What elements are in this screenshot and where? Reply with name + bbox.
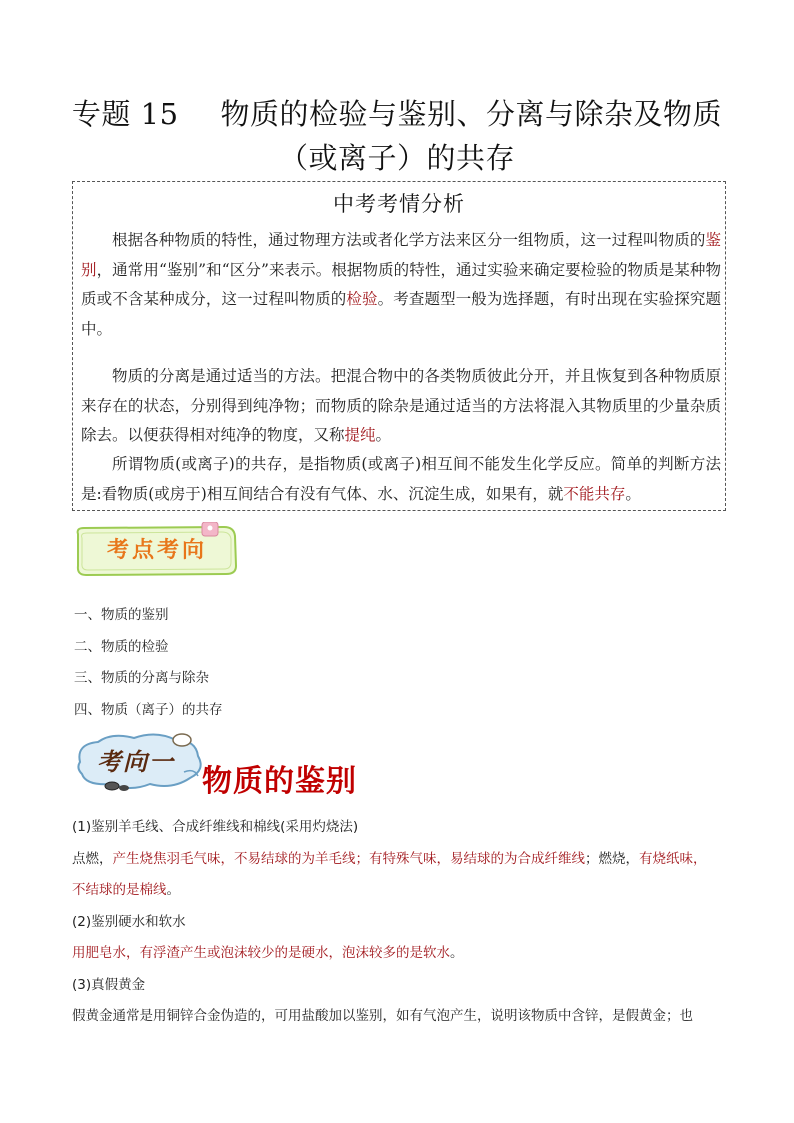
analysis-paragraph-1: 根据各种物质的特性，通过物理方法或者化学方法来区分一组物质，这一过程叫物质的鉴别，通常用“鉴别”和“区分”来表示。根据物质的特性，通过实验来确定要检验的物质是某种物质或不含某种成分，这一过程叫物质的检验。考查题型一般为选择题，有时出现在实验探究题中。 [81, 231, 721, 338]
term-purification: 提纯 [344, 426, 376, 444]
page-title [0, 92, 794, 180]
term-inspection: 检验 [346, 290, 378, 308]
exam-analysis-box [72, 181, 726, 511]
analysis-paragraph-3: 所谓物质(或离子)的共存，是指物质(或离子)相互间不能发生化学反应。简单的判断方法是:看物质(或房于)相互间结合有没有气体、水、沉淀生成，如果有，就不能共存。 [81, 455, 721, 503]
item3-body: 假黄金通常是用铜锌合金伪造的，可用盐酸加以鉴别，如有气泡产生，说明该物质中含锌，是假黄金；也 [72, 1008, 693, 1024]
section-title: 物质的鉴别 [202, 764, 357, 799]
analysis-heading: 中考考情分析 [333, 192, 465, 216]
topic-list [74, 600, 223, 726]
title-topic-number: 专题 15 [71, 97, 179, 131]
section-content [72, 812, 726, 1033]
term-cannot-coexist: 不能共存 [563, 484, 626, 503]
list-item: 二、物质的检验 [74, 638, 169, 655]
exam-points-badge [74, 522, 240, 578]
section-badge [72, 728, 212, 796]
list-item: 四、物质（离子）的共存 [74, 701, 223, 718]
analysis-paragraph-2: 物质的分离是通过适当的方法。把混合物中的各类物质彼此分开，并且恢复到各种物质原来存在的状态，分别得到纯净物；而物质的除杂是通过适当的方法将混入其物质里的少量杂质除去。以便获得相对纯净的物度，又称提纯。 [81, 367, 721, 444]
list-item: 三、物质的分离与除杂 [74, 670, 209, 686]
title-line2: （或离子）的共存 [278, 141, 515, 175]
item3-heading: (3)真假黄金 [72, 976, 146, 993]
list-item: 一、物质的鉴别 [74, 607, 169, 623]
item1-heading: (1)鉴别羊毛线、合成纤维线和棉线(采用灼烧法) [72, 819, 359, 835]
item2-heading: (2)鉴别硬水和软水 [72, 913, 186, 930]
title-main: 物质的检验与鉴别、分离与除杂及物质 [220, 97, 723, 131]
item2-body: 用肥皂水，有浮渣产生或泡沫较少的是硬水，泡沫较多的是软水。 [72, 945, 464, 961]
badge-label: 考点考向 [106, 538, 207, 563]
item1-body: 点燃，产生烧焦羽毛气味，不易结球的为羊毛线；有特殊气味，易结球的为合成纤维线；燃烧，有烧纸味， 不结球的是棉线。 [72, 850, 707, 898]
term-identification: 鉴别 [81, 231, 721, 279]
section-badge-label: 考向一 [97, 747, 175, 776]
